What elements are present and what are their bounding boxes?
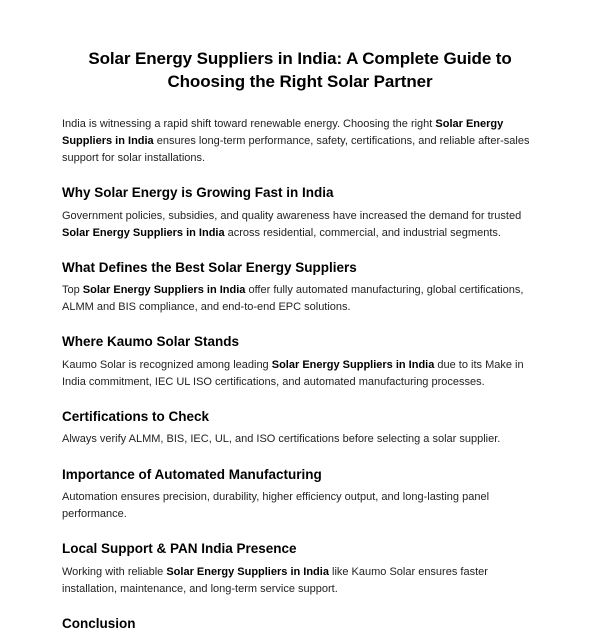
section-heading: What Defines the Best Solar Energy Suppliers (62, 259, 357, 275)
section-why-growing (62, 184, 538, 242)
section-text-2: across residential, commercial, and industrial segments. (224, 226, 501, 239)
intro-keyword: Solar Energy Suppliers in India (62, 117, 504, 147)
section-paragraph (62, 431, 538, 448)
section-paragraph (62, 489, 538, 523)
section-heading: Local Support & PAN India Presence (62, 541, 297, 557)
section-heading: Importance of Automated Manufacturing (62, 466, 322, 482)
section-certifications (62, 408, 538, 449)
section-paragraph (62, 357, 538, 391)
section-conclusion (62, 615, 538, 632)
section-local-support (62, 540, 538, 598)
intro-paragraph (62, 116, 538, 167)
section-kaumo-solar (62, 333, 538, 391)
section-best-suppliers (62, 259, 538, 317)
section-heading: Certifications to Check (62, 408, 210, 424)
section-paragraph (62, 282, 538, 316)
section-keyword: Solar Energy Suppliers in India (62, 226, 225, 239)
section-text-2: like Kaumo Solar ensures faster installation, maintenance, and long-term service support. (62, 565, 488, 595)
section-heading: Where Kaumo Solar Stands (62, 334, 240, 350)
section-text-2: due to its Make in India commitment, IEC UL ISO certifications, and automated manufacturing processes. (62, 358, 524, 388)
section-text-2: offer fully automated manufacturing, global certifications, ALMM and BIS compliance, and end-to-end EPC solutions. (62, 284, 524, 314)
section-text-1: Always verify ALMM, BIS, IEC, UL, and ISO certifications before selecting a solar supplier. (62, 433, 501, 446)
section-heading: Conclusion (62, 615, 136, 631)
intro-text-2: ensures long-term performance, safety, certifications, and reliable after-sales support for solar installations. (62, 134, 530, 164)
section-paragraph (62, 208, 538, 242)
section-keyword: Solar Energy Suppliers in India (82, 284, 246, 297)
section-text-1: Kaumo Solar is recognized among leading (62, 358, 272, 371)
section-text-1: Top (62, 284, 83, 297)
page-title: Solar Energy Suppliers in India: A Complete Guide to Choosing the Right Solar Partner (88, 49, 512, 91)
section-automated-manufacturing (62, 466, 538, 524)
section-keyword: Solar Energy Suppliers in India (166, 565, 329, 578)
section-text-1: Automation ensures precision, durability, higher efficiency output, and long-lasting panel performance. (62, 491, 490, 521)
section-text-1: Working with reliable (62, 565, 167, 578)
section-keyword: Solar Energy Suppliers in India (271, 358, 435, 371)
section-paragraph (62, 564, 538, 598)
intro-text-1: India is witnessing a rapid shift toward renewable energy. Choosing the right (62, 117, 436, 130)
section-heading: Why Solar Energy is Growing Fast in India (62, 185, 334, 201)
section-text-1: Government policies, subsidies, and quality awareness have increased the demand for trusted (62, 209, 522, 222)
